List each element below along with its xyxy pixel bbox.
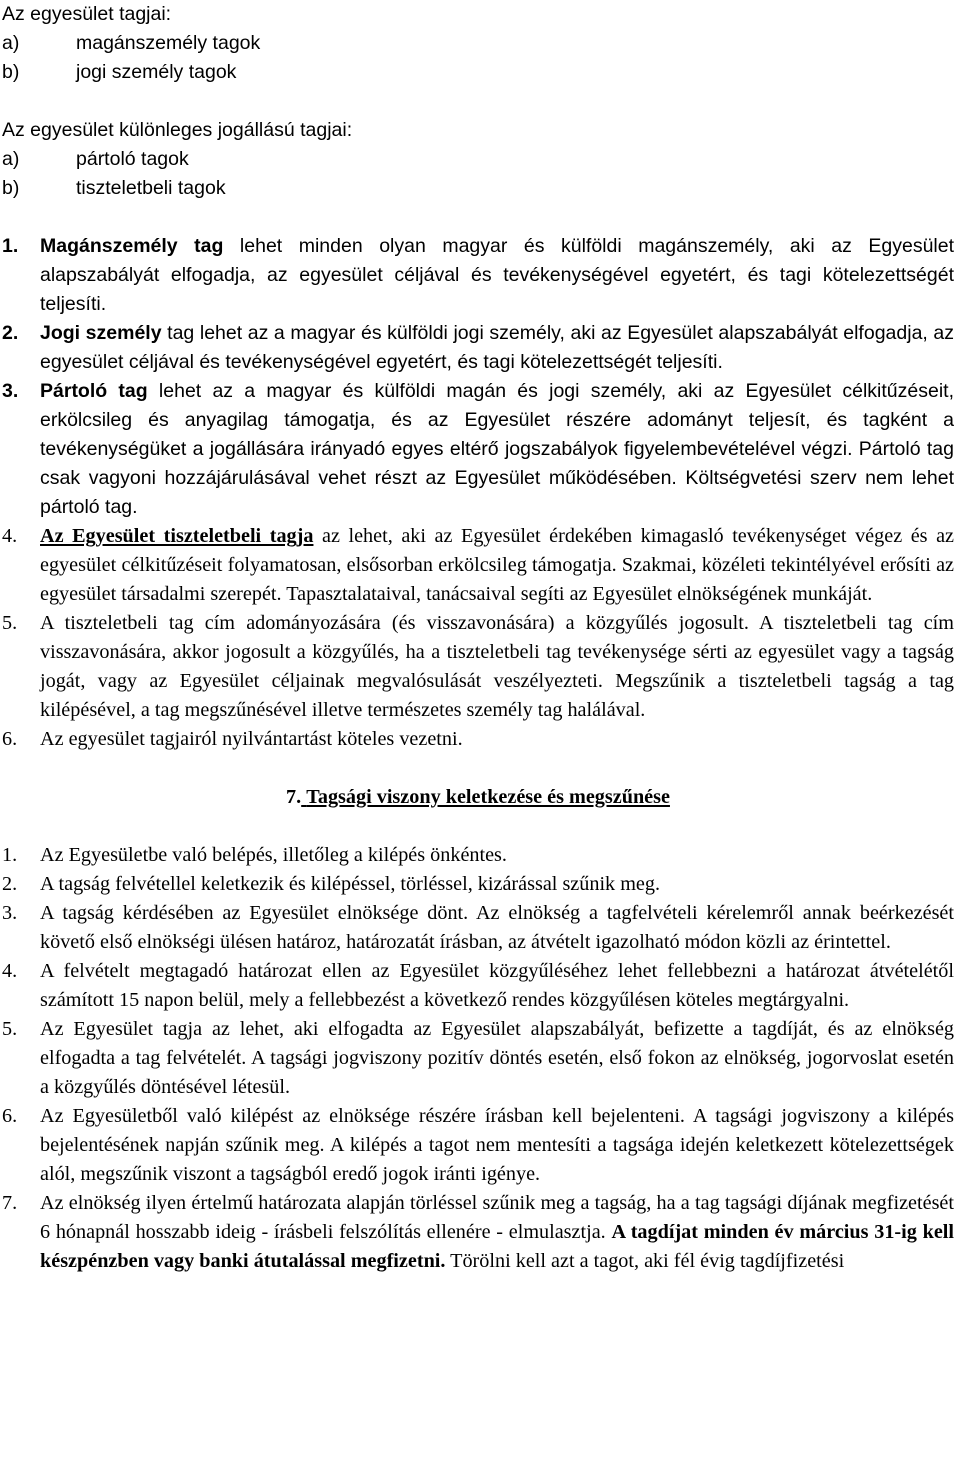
list-item-text: pártoló tagok	[76, 148, 189, 170]
item-text: tag lehet az a magyar és külföldi jogi személy, aki az Egyesület alapszabályát elfogadja, az egyesület céljával és tevékenységével egyetért, és tagi kötelezettségét teljesíti.	[40, 322, 955, 373]
list-marker: b)	[2, 61, 20, 83]
list-item	[2, 522, 954, 609]
list-item	[2, 232, 954, 319]
list-item	[2, 1189, 954, 1276]
item-text: A tagság kérdésében az Egyesület elnöksége dönt. Az elnökség a tagfelvételi kérelemről annak beérkezését követő első elnökségi ülésen határoz, határozatát írásban, az átvételt igazolható módon közli az érintettel.	[40, 902, 954, 953]
item-text: Az Egyesületbe való belépés, illetőleg a kilépés önkéntes.	[40, 844, 507, 866]
item-lead: Az Egyesület tiszteletbeli tagja	[40, 525, 314, 547]
item-number: 2.	[2, 322, 19, 344]
list-item	[2, 899, 954, 957]
section-number: 7.	[286, 786, 302, 808]
item-lead: Jogi személy	[40, 322, 162, 344]
item-text: Az Egyesületből való kilépést az elnöksége részére írásban kell bejelenteni. A tagsági jogviszony a kilépés bejelentésének napján szűnik meg. A kilépés a tagot nem mentesíti a tagsága idején keletkezett kötelezettségek alól, megszűnik viszont a tagságból eredő jogok iránti igénye.	[40, 1105, 954, 1185]
item-text-continued: Törölni kell azt a tagot, aki fél évig tagdíjfizetési	[445, 1250, 845, 1272]
section7-list	[2, 841, 954, 1276]
member-types-list	[2, 232, 954, 522]
list-marker: a)	[2, 148, 20, 170]
item-number: 2.	[2, 873, 18, 895]
item-number: 4.	[2, 525, 18, 547]
item-number: 1.	[2, 844, 18, 866]
members-block	[2, 0, 954, 232]
special-members-heading: Az egyesület különleges jogállású tagjai:	[2, 119, 353, 141]
item-text: lehet az a magyar és külföldi magán és jogi személy, aki az Egyesület célkitűzéseit, erkölcsileg és anyagilag támogatja, és az Egyesület részére adományt teljesít, és tagként a tevékenységüket a jogállására irányadó egyes eltérő jogszabályok figyelembevételével végzi. Pártoló tag csak vagyoni hozzájárulásával vehet részt az Egyesület működésében. Költségvetési szerv nem lehet pártoló tag.	[40, 380, 954, 518]
item-number: 6.	[2, 728, 18, 750]
special-members-item-b	[2, 174, 954, 203]
section-heading	[2, 783, 954, 812]
list-item	[2, 377, 954, 522]
members-heading: Az egyesület tagjai:	[2, 3, 172, 25]
list-item	[2, 957, 954, 1015]
item-emphasis: A tagdíjat minden év március 31-ig kell készpénzben vagy banki átutalással megfizetni.	[40, 1221, 955, 1272]
members-item-a	[2, 29, 954, 58]
item-text: Az egyesület tagjairól nyilvántartást köteles vezetni.	[40, 728, 463, 750]
list-marker: b)	[2, 177, 20, 199]
special-members-item-a	[2, 145, 954, 174]
item-text: A felvételt megtagadó határozat ellen az Egyesület közgyűléséhez lehet fellebbezni a határozat átvételétől számított 15 napon belül, mely a fellebbezést a következő rendes közgyűlésen köteles megtárgyalni.	[40, 960, 954, 1011]
item-lead: Pártoló tag	[40, 380, 148, 402]
item-text: Az elnökség ilyen értelmű határozata alapján törléssel szűnik meg a tagság, ha a tag tagsági díjának megfizetését 6 hónapnál hosszabb ideig - írásbeli felszólítás ellenére - elmulasztja.	[40, 1192, 954, 1243]
item-text: A tagság felvétellel keletkezik és kilépéssel, törléssel, kizárással szűnik meg.	[40, 873, 660, 895]
honorary-rules-list	[2, 522, 954, 754]
item-number: 5.	[2, 612, 18, 634]
item-number: 5.	[2, 1018, 18, 1040]
item-lead: Magánszemély tag	[40, 235, 224, 257]
list-item-text: tiszteletbeli tagok	[76, 177, 226, 199]
list-item	[2, 1015, 954, 1102]
list-item-text: magánszemély tagok	[76, 32, 261, 54]
list-item	[2, 841, 954, 870]
list-marker: a)	[2, 32, 20, 54]
list-item	[2, 1102, 954, 1189]
item-text: A tiszteletbeli tag cím adományozására (és visszavonására) a közgyűlés jogosult. A tiszteletbeli tag cím visszavonására, akkor jogosult a közgyűlés, ha a tiszteletbeli tag tevékenysége sérti az egyesület vagy a tagság jogát, vagy az Egyesület céljainak megvalósulását veszélyezteti. Megszűnik a tiszteletbeli tagság a tag kilépésével, a tag megszűnésével illetve természetes személy tag halálával.	[40, 612, 954, 721]
item-text: lehet minden olyan magyar és külföldi magánszemély, aki az Egyesület alapszabályát elfogadja, az egyesület céljával és tevékenységével egyetért, és tagi kötelezettségét teljesíti.	[40, 235, 955, 315]
item-text: az lehet, aki az Egyesület érdekében kimagasló tevékenységet végez és az egyesület célkitűzéseit folyamatosan, elsősorban erkölcsileg támogatja. Szakmai, közéleti tekintélyével erősíti az egyesület társadalmi szerepét. Tapasztalataival, tanácsaival segíti az Egyesület elnökségének munkáját.	[40, 525, 955, 605]
item-number: 4.	[2, 960, 18, 982]
item-number: 1.	[2, 235, 19, 257]
item-number: 3.	[2, 380, 19, 402]
list-item	[2, 725, 954, 754]
list-item	[2, 870, 954, 899]
item-number: 6.	[2, 1105, 18, 1127]
list-item	[2, 609, 954, 725]
item-text: Az Egyesület tagja az lehet, aki elfogadta az Egyesület alapszabályát, befizette a tagdíját, és az elnökség elfogadta a tag felvételét. A tagsági jogviszony pozitív döntés esetén, első fokon az elnökség, jogorvoslat esetén a közgyűlés döntésével létesül.	[40, 1018, 954, 1098]
members-item-b	[2, 58, 954, 87]
section-title: Tagsági viszony keletkezése és megszűnése	[306, 786, 670, 808]
item-number: 7.	[2, 1192, 18, 1214]
list-item-text: jogi személy tagok	[76, 61, 237, 83]
list-item	[2, 319, 954, 377]
item-number: 3.	[2, 902, 18, 924]
